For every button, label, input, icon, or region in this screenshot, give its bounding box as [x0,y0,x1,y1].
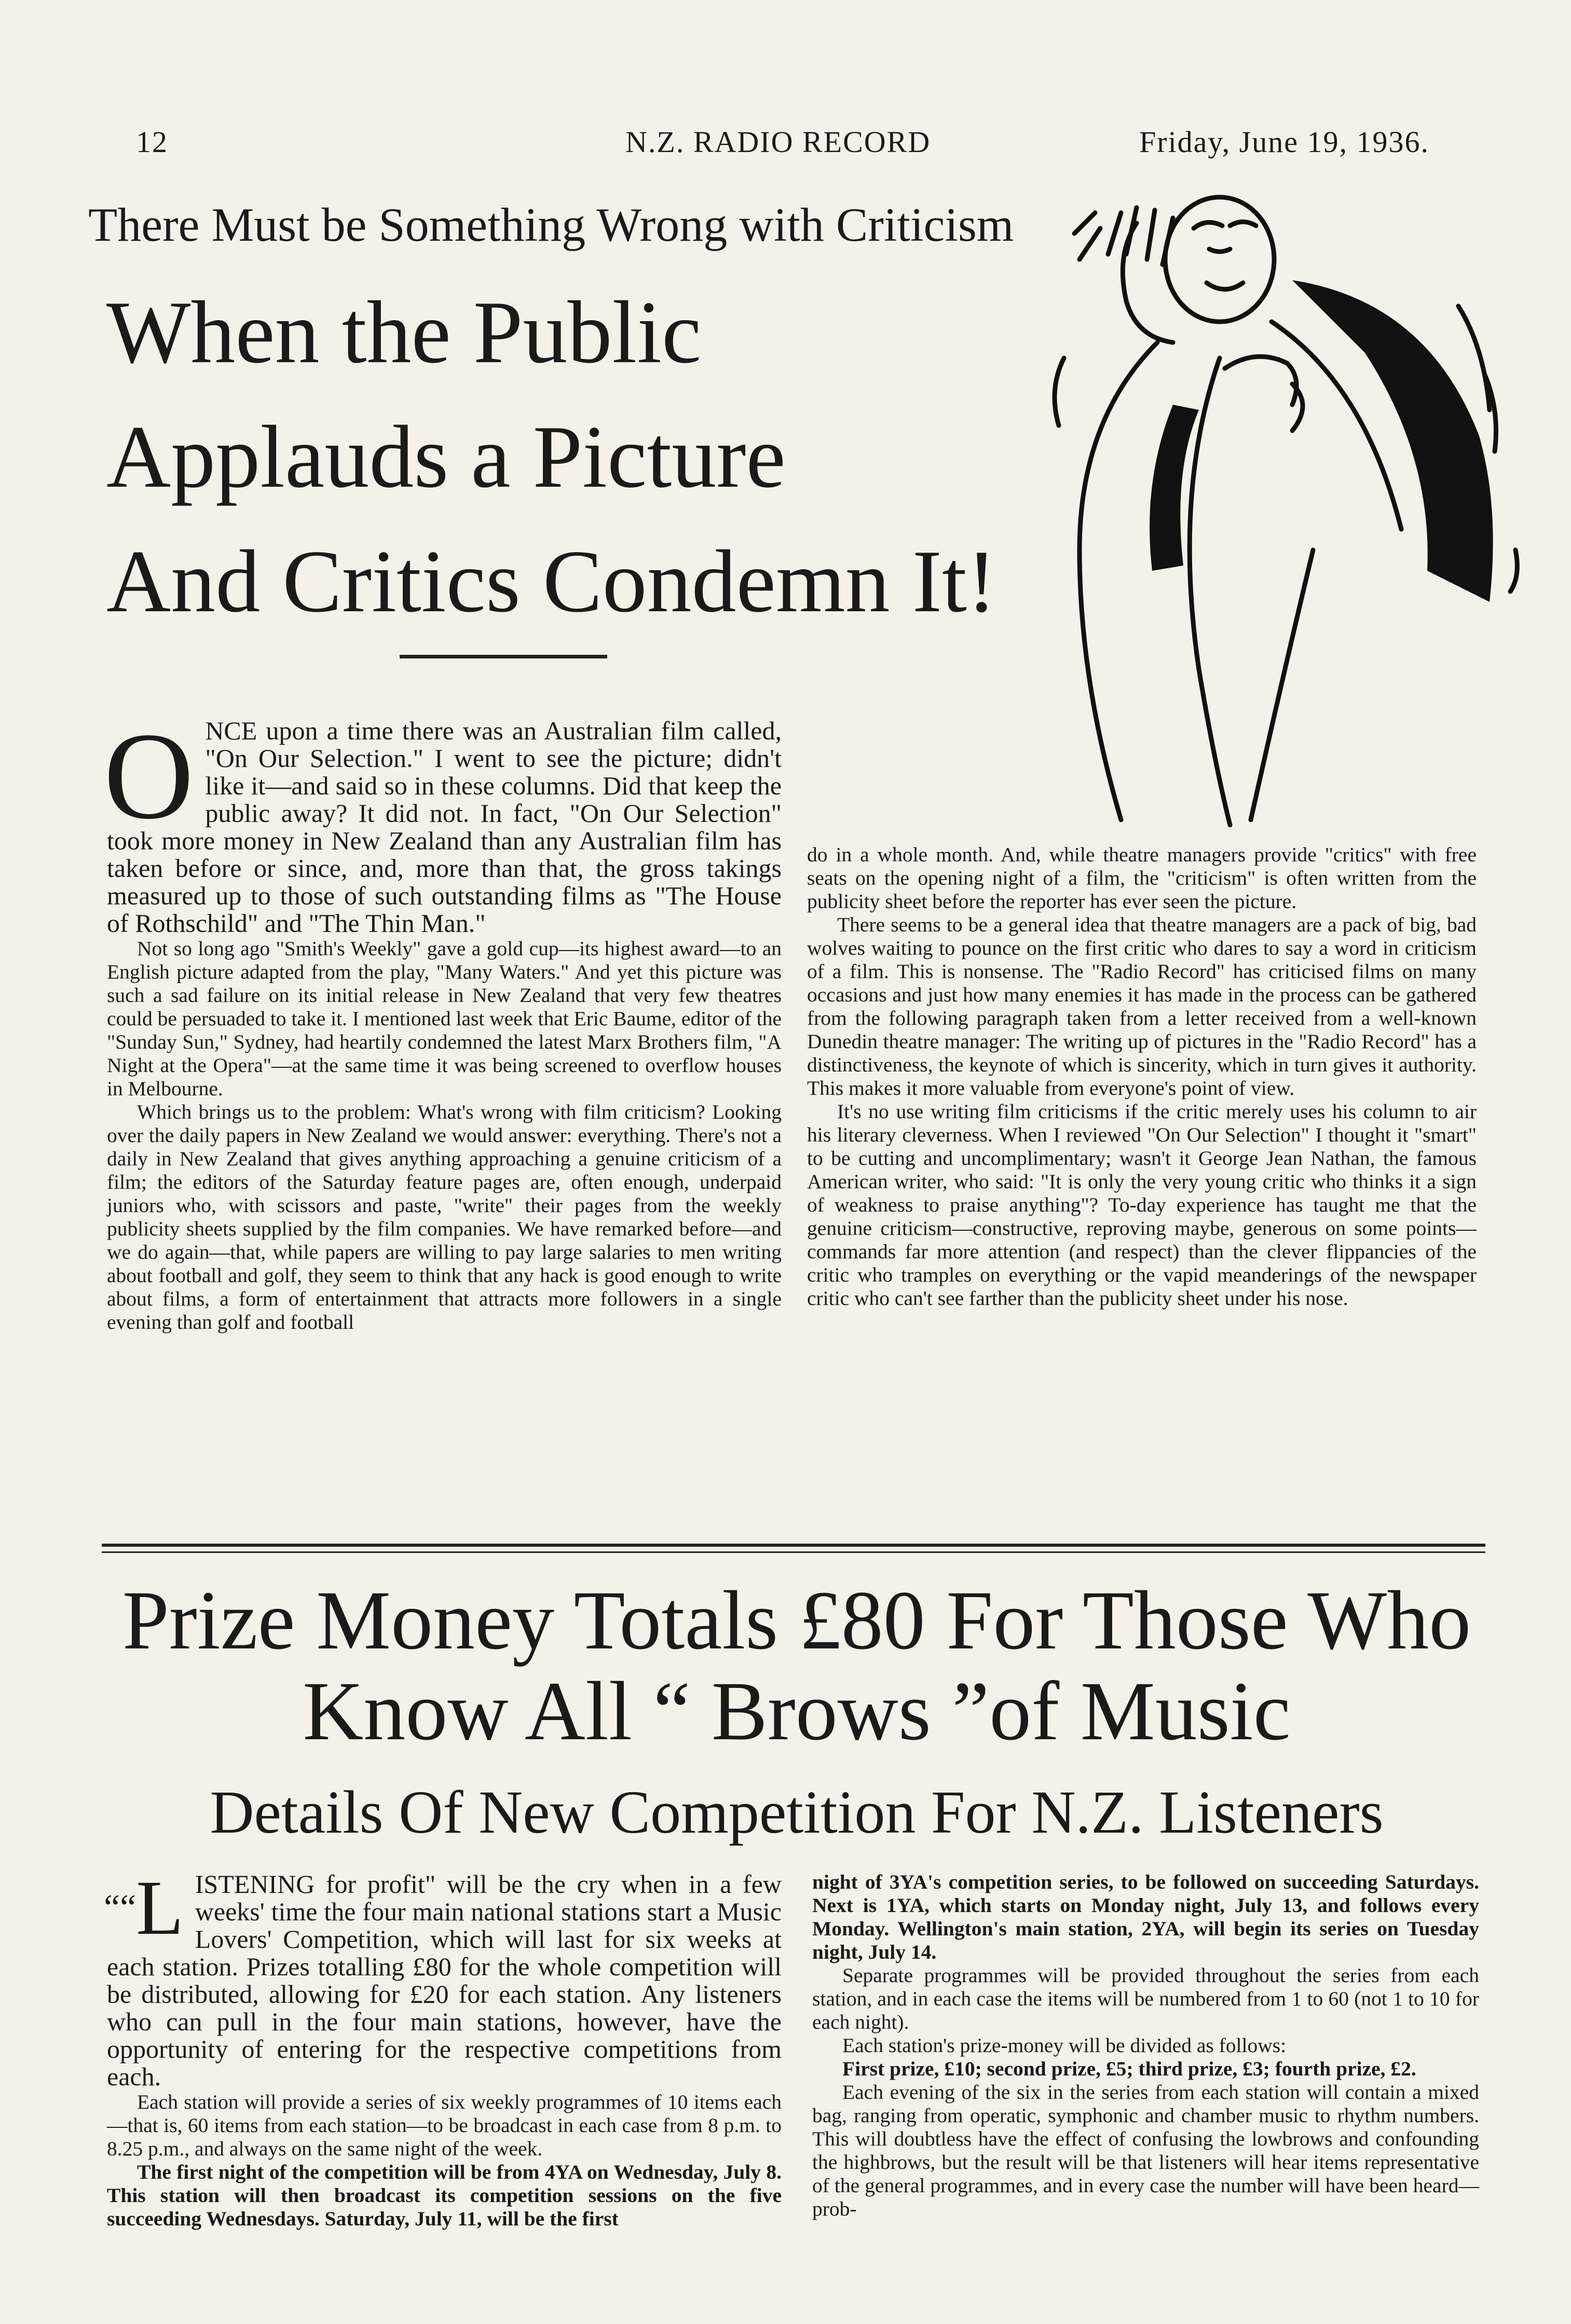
article1-right-column [807,843,1477,1310]
article1-left-column [104,707,782,1334]
prize-headline-line-2: Know All “ Brows ”of Music [303,1665,1291,1758]
page-number: 12 [136,125,168,159]
headline-divider [400,655,607,658]
headline-line-3: And Critics Condemn It! [106,532,997,631]
drop-cap: O [104,707,194,845]
article1-lead-paragraph: NCE upon a time there was an Australian film called, "On Our Selection." I went to see the picture; didn't like it—and said so in these columns. Did that keep the public away? It did not. In fact, "On Our Selection" took more money in New Zealand than any Australian film has taken before or since, and, more than that, the gross takings measured up to those of such outstanding films as "The House of Rothschild" and "The Thin Man." [107,716,782,938]
article2-paragraph: Each evening of the six in the series from each station will contain a mixed bag, ranging from operatic, symphonic and chamber music to rhythm numbers. This will doubtless have the effect of confusing the lowbrows and confounding the highbrows, but the result will be that listeners will hear items representative of the general programmes, and in every case the number will have been heard—prob- [812,2081,1479,2220]
article2-subhead: Details Of New Competition For N.Z. Listeners [210,1778,1384,1846]
prize-headline-line-1: Prize Money Totals £80 For Those Who [122,1574,1471,1667]
article2-paragraph: Separate programmes will be provided throughout the series from each station, and in each case the items will be numbered from 1 to 60 (not 1 to 10 for each night). [812,1964,1479,2033]
drop-cap [104,1865,184,1951]
article1-paragraph: There seems to be a general idea that theatre managers are a pack of big, bad wolves waiting to pounce on the first critic who dares to say a word in criticism of a film. This is nonsense. The "Radio Record" has criticised films on many occasions and just how many enemies it has made in the process can be gathered from the following paragraph taken from a letter received from a well-known Dunedin theatre manager: The writing up of pictures in the "Radio Record" has a distinctiveness, the keynote of which is sincerity, which in turn gives it authority. This makes it more valuable from everyone's point of view. [807,913,1477,1099]
article1-paragraph: Not so long ago "Smith's Weekly" gave a gold cup—its highest award—to an English picture adapted from the play, "Many Waters." And yet this picture was such a sad failure on its initial release in New Zealand that very few theatres could be persuaded to take it. I mentioned last week that Eric Baume, editor of the "Sunday Sun," Sydney, had heartily condemned the latest Marx Brothers film, "A Night at the Opera"—at the same time it was being screened to overflow houses in Melbourne. [107,937,782,1100]
issue-date: Friday, June 19, 1936. [1139,125,1429,159]
article2-right-column [812,1871,1479,2221]
section-divider-thin [102,1551,1485,1553]
drop-cap-letter: L [136,1865,184,1951]
article1-paragraph: Which brings us to the problem: What's wrong with film criticism? Looking over the daily papers in New Zealand we would answer: everything. There's not a daily in New Zealand that gives anything approaching a genuine criticism of a film; the editors of the Saturday feature pages are, often enough, underpaid juniors who, with scissors and paste, "write" their pages from the weekly publicity sheets supplied by the film companies. We have remarked before—and we do again—that, while papers are willing to pay large salaries to men writing about football and golf, they seem to think that any hack is good enough to write about films, a form of entertainment that attracts more followers in a single evening than golf and football [107,1101,782,1333]
article1-paragraph: do in a whole month. And, while theatre managers provide "critics" with free seats on the opening night of a film, the "criticism" is often written from the publicity sheet before the reporter has ever seen the picture. [807,843,1477,913]
article1-paragraph: It's no use writing film criticisms if the critic merely uses his column to air his literary cleverness. When I reviewed "On Our Selection" I thought it "smart" to be cutting and uncomplimentary; wasn't it George Jean Nathan, the famous American writer, who said: "It is only the very young critic who thinks it a sign of weakness to praise anything"? To-day experience has taught me that the genuine criticism—constructive, reproving maybe, generous on some points—commands far more attention (and respect) than the clever flippancies of the critic who tramples on everything or the vapid meanderings of the newspaper critic who can't see farther than the publicity sheet under his nose. [807,1100,1477,1310]
prize-list: First prize, £10; second prize, £5; third prize, £3; fourth prize, £2. [842,2057,1416,2080]
article2-left-column [104,1865,782,2231]
article2-bold-paragraph: The first night of the competition will be from 4YA on Wednesday, July 8. This station will then broadcast its competition sessions on the five succeeding Wednesdays. Saturday, July 11, will be the first [107,2161,782,2230]
article2-paragraph: Each station's prize-money will be divided as follows: [842,2034,1287,2057]
publication-title: N.Z. RADIO RECORD [625,125,931,159]
kicker-line: There Must be Something Wrong with Criticism [88,198,1014,251]
critic-illustration [1002,187,1521,830]
article2-bold-paragraph: night of 3YA's competition series, to be followed on succeeding Saturdays. Next is 1YA, which starts on Monday night, July 13, and follows every Monday. Wellington's main station, 2YA, will begin its series on Tuesday night, July 14. [812,1871,1479,1963]
drop-cap-quote: ““ [104,1888,136,1928]
headline-line-2: Applauds a Picture [106,408,786,506]
headline-line-1: When the Public [106,283,702,382]
article2-paragraph: Each station will provide a series of six weekly programmes of 10 items each—that is, 60 items from each station—to be broadcast in each case from 8 p.m. to 8.25 p.m., and always on the same night of the week. [107,2091,782,2160]
article2-lead-paragraph: ISTENING for profit" will be the cry when in a few weeks' time the four main national stations start a Music Lovers' Competition, which will last for six weeks at each station. Prizes totalling £80 for the whole competition will be distributed, allowing for £20 for each station. Any listeners who can pull in the four main stations, however, have the opportunity of entering for the respective competitions from each. [107,1869,782,2091]
section-divider [102,1544,1485,1547]
